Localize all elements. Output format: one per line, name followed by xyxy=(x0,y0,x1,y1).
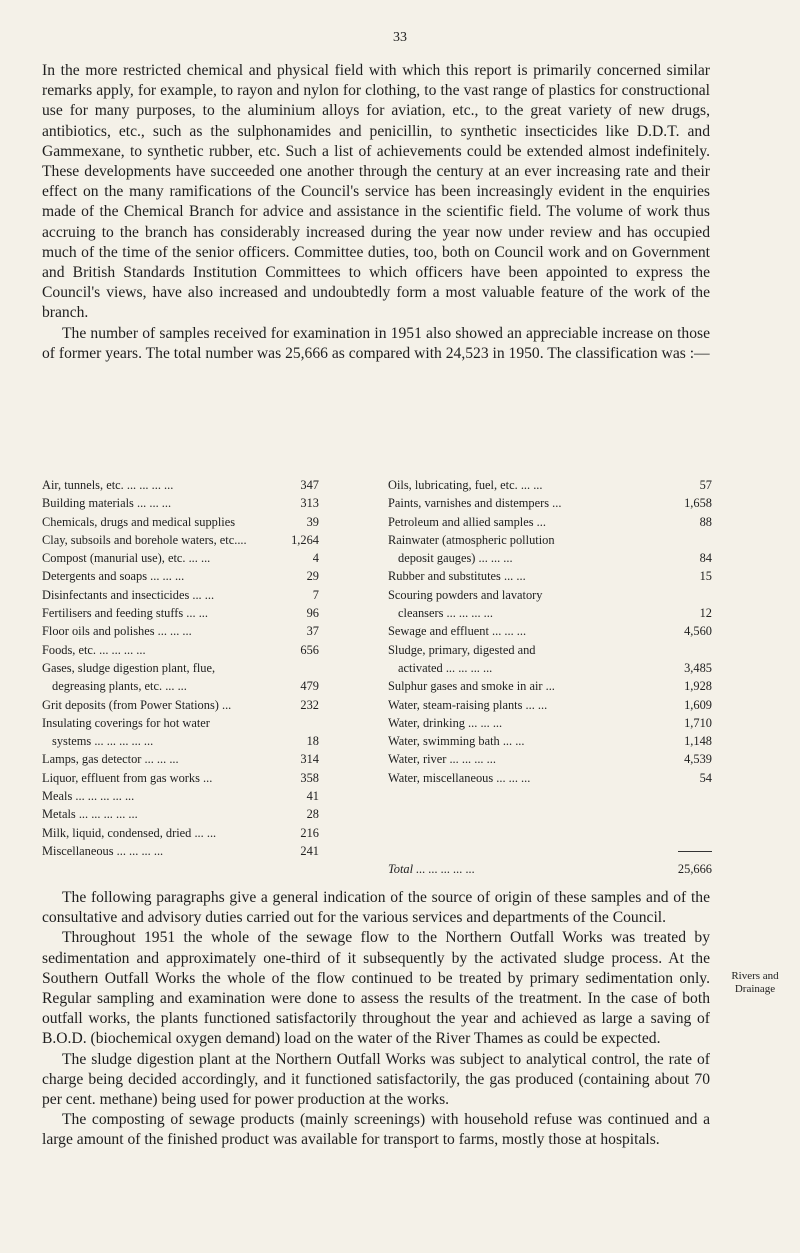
classification-right-column xyxy=(388,476,712,879)
row-value: 39 xyxy=(306,514,319,529)
row-value: 15 xyxy=(699,569,712,584)
table-row xyxy=(42,641,319,659)
classification-left-column xyxy=(42,476,319,860)
row-label-continuation: cleansers ... ... ... ... xyxy=(398,606,493,621)
row-label: Liquor, effluent from gas works ... xyxy=(42,770,213,785)
row-label: Disinfectants and insecticides ... ... xyxy=(42,587,215,602)
row-label: Grit deposits (from Power Stations) ... xyxy=(42,697,232,712)
row-label: Metals ... ... ... ... ... xyxy=(42,807,138,822)
row-label: Petroleum and allied samples ... xyxy=(388,514,546,529)
table-row xyxy=(388,494,712,512)
table-row xyxy=(42,586,319,604)
row-label-line: Gases, sludge digestion plant, flue, xyxy=(42,660,216,675)
row-label-line: Sludge, primary, digested and xyxy=(388,642,536,657)
row-value: 37 xyxy=(306,624,319,639)
row-value: 347 xyxy=(300,478,319,492)
paragraph: The following paragraphs give a general indication of the source of origin of these samples and of the consultative and advisory duties carried out for the various services and departments of the Council. xyxy=(42,889,710,927)
row-value: 12 xyxy=(699,606,712,621)
margin-note-line: Rivers and xyxy=(731,970,779,982)
row-value: 84 xyxy=(699,551,712,566)
table-row xyxy=(388,476,712,494)
table-row xyxy=(42,494,319,512)
row-label: Chemicals, drugs and medical supplies xyxy=(42,514,236,529)
total-rule xyxy=(388,842,712,860)
row-label xyxy=(388,641,712,678)
row-value: 29 xyxy=(306,569,319,584)
table-row xyxy=(42,769,319,787)
row-value: 314 xyxy=(300,752,319,767)
table-row xyxy=(388,513,712,531)
paragraph: The composting of sewage products (mainly screenings) with household refuse was continued and a large amount of the finished product was available for transport to farms, mostly those at hospitals. xyxy=(42,1111,710,1149)
table-row xyxy=(42,714,319,751)
row-value: 1,658 xyxy=(684,496,712,511)
table-row xyxy=(42,549,319,567)
paragraph: The sludge digestion plant at the Northern Outfall Works was subject to analytical control, the rate of charge being decided accordingly, and it functioned satisfactorily, the gas produced (containing about 70 per cent. methane) being used for power production at the works. xyxy=(42,1050,710,1109)
row-label: Water, swimming bath ... ... xyxy=(388,734,525,749)
row-value: 1,264 xyxy=(291,532,319,547)
row-value: 313 xyxy=(300,496,319,511)
row-label-continuation: activated ... ... ... ... xyxy=(398,660,493,675)
row-value: 96 xyxy=(306,606,319,621)
row-label: Air, tunnels, etc. ... ... ... ... xyxy=(42,478,174,492)
row-value: 88 xyxy=(699,514,712,529)
table-row xyxy=(42,604,319,622)
spacer xyxy=(388,824,712,842)
row-label-continuation: systems ... ... ... ... ... xyxy=(52,734,154,749)
table-row xyxy=(42,622,319,640)
table-row xyxy=(388,732,712,750)
table-row xyxy=(388,677,712,695)
row-value: 232 xyxy=(300,697,319,712)
page-number: 33 xyxy=(393,30,407,45)
row-label: Fertilisers and feeding stuffs ... ... xyxy=(42,606,208,621)
row-label xyxy=(388,531,712,568)
table-row xyxy=(388,769,712,787)
table-row xyxy=(42,659,319,696)
row-value: 1,710 xyxy=(684,715,712,730)
row-label: Water, drinking ... ... ... xyxy=(388,715,503,730)
table-row xyxy=(42,824,319,842)
table-row xyxy=(42,696,319,714)
paragraph: The number of samples received for examination in 1951 also showed an appreciable increase on those of former years. The total number was 25,666 as compared with 24,523 in 1950. The classification was :— xyxy=(42,324,710,362)
row-label-continuation: degreasing plants, etc. ... ... xyxy=(52,679,187,694)
margin-note-line: Drainage xyxy=(734,983,776,995)
row-label: Milk, liquid, condensed, dried ... ... xyxy=(42,825,217,840)
row-label: Oils, lubricating, fuel, etc. ... ... xyxy=(388,478,543,492)
row-value: 1,148 xyxy=(684,734,712,749)
row-value: 57 xyxy=(699,478,712,492)
row-label: Sewage and effluent ... ... ... xyxy=(388,624,527,639)
table-row xyxy=(388,641,712,678)
row-label-line: Rainwater (atmospheric pollution xyxy=(388,532,555,547)
row-value: 479 xyxy=(300,679,319,694)
table-row xyxy=(42,567,319,585)
row-value: 3,485 xyxy=(684,660,712,675)
table-row xyxy=(388,622,712,640)
table-row xyxy=(42,531,319,549)
total-value: 25,666 xyxy=(677,862,712,877)
row-label: Water, river ... ... ... ... xyxy=(388,752,496,767)
paragraph: In the more restricted chemical and physical field with which this report is primarily concerned similar remarks apply, for example, to rayon and nylon for clothing, to the vast range of plastics for constructional use for many purposes, to the aluminium alloys for aviation, etc., to the great variety of new drugs, antibiotics, etc., such as the sulphonamides and penicillin, to synthetic insecticides like D.D.T. and Gammexane, to synthetic rubber, etc. Such a list of achievements could be extended almost indefinitely. These developments have succeeded one another through the century at an ever increasing rate and their effect on the many ramifications of the Council's service has been increasingly evident in the enquiries made of the Chemical Branch for advice and assistance in the scientific field. The volume of work thus accruing to the branch has considerably increased during the year now under review and has occupied much of the time of the senior officers. Committee duties, too, both on Council work and on Government and British Standards Institution Committees to which officers have been appointed to express the Council's views, have also increased and undoubtedly form a most valuable feature of the work of the branch. xyxy=(42,62,710,322)
row-value: 18 xyxy=(306,734,319,749)
row-label: Sulphur gases and smoke in air ... xyxy=(388,679,555,694)
row-label: Paints, varnishes and distempers ... xyxy=(388,496,562,511)
table-row xyxy=(388,531,712,568)
row-value: 656 xyxy=(300,642,319,657)
row-label: Foods, etc. ... ... ... ... xyxy=(42,642,146,657)
row-label xyxy=(388,586,712,623)
row-value: 4,560 xyxy=(684,624,712,639)
table-row xyxy=(388,750,712,768)
row-label-line: Insulating coverings for hot water xyxy=(42,715,210,730)
spacer xyxy=(388,805,712,823)
row-label: Building materials ... ... ... xyxy=(42,496,172,511)
row-value: 4,539 xyxy=(684,752,712,767)
intro-text xyxy=(42,61,710,364)
row-label-line: Scouring powders and lavatory xyxy=(388,587,543,602)
row-value: 216 xyxy=(300,825,319,840)
table-row xyxy=(42,476,319,494)
table-row xyxy=(388,586,712,623)
row-value: 41 xyxy=(306,789,319,804)
row-label-continuation: deposit gauges) ... ... ... xyxy=(398,551,513,566)
row-value: 28 xyxy=(306,807,319,822)
row-label: Compost (manurial use), etc. ... ... xyxy=(42,551,211,566)
table-row xyxy=(388,567,712,585)
paragraph: Throughout 1951 the whole of the sewage flow to the Northern Outfall Works was treated by sedimentation and approximately one-third of it subsequently by the activated sludge process. At the Southern Outfall Works the whole of the flow continued to be treated by primary sedimentation only. Regular sampling and examination were done to assess the results of the treatment. In the case of both outfall works, the plants functioned satisfactorily throughout the year and achieved as large a saving of B.O.D. (biochemical oxygen demand) load on the water of the River Thames as could be expected. xyxy=(42,929,710,1048)
table-row xyxy=(388,696,712,714)
table-row xyxy=(42,805,319,823)
body-text xyxy=(42,888,710,1151)
total-row xyxy=(388,860,712,878)
row-label: Rubber and substitutes ... ... xyxy=(388,569,526,584)
table-row xyxy=(42,787,319,805)
total-rule-line xyxy=(678,851,712,852)
row-label: Clay, subsoils and borehole waters, etc.... xyxy=(42,532,247,547)
row-label: Floor oils and polishes ... ... ... xyxy=(42,624,192,639)
row-value: 358 xyxy=(300,770,319,785)
row-label xyxy=(42,714,319,751)
row-label: Meals ... ... ... ... ... xyxy=(42,789,135,804)
spacer xyxy=(388,787,712,805)
row-value: 1,928 xyxy=(684,679,712,694)
row-label: Detergents and soaps ... ... ... xyxy=(42,569,185,584)
margin-note xyxy=(715,970,795,996)
row-label xyxy=(42,659,319,696)
row-label: Miscellaneous ... ... ... ... xyxy=(42,843,164,858)
table-row xyxy=(42,750,319,768)
total-label: Total ... ... ... ... ... xyxy=(388,862,475,877)
row-value: 241 xyxy=(300,843,319,858)
row-label: Water, miscellaneous ... ... ... xyxy=(388,770,531,785)
row-value: 4 xyxy=(312,551,319,566)
table-row xyxy=(42,513,319,531)
table-row xyxy=(388,714,712,732)
row-value: 54 xyxy=(699,770,712,785)
row-value: 7 xyxy=(312,587,319,602)
row-value: 1,609 xyxy=(684,697,712,712)
table-row xyxy=(42,842,319,860)
row-label: Lamps, gas detector ... ... ... xyxy=(42,752,179,767)
row-label: Water, steam-raising plants ... ... xyxy=(388,697,548,712)
